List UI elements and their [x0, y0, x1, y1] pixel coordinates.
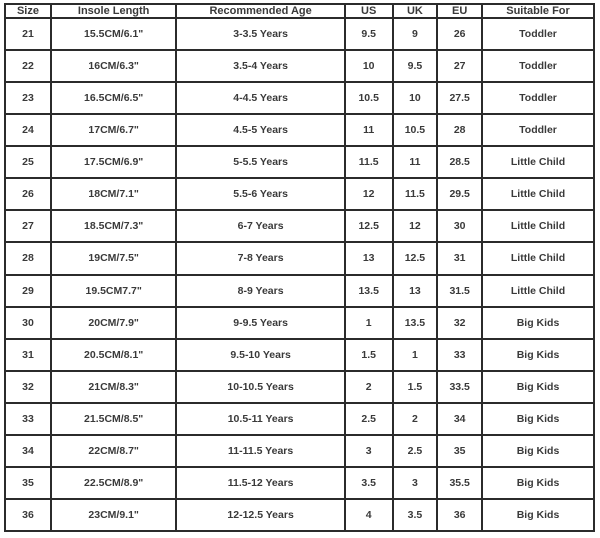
- cell-insole-length: 16CM/6.3": [51, 50, 176, 82]
- table-row: [5, 146, 594, 178]
- column-header-size: Size: [5, 4, 51, 18]
- cell-suitable-for: Big Kids: [482, 499, 594, 531]
- cell-eu: 28: [437, 114, 482, 146]
- cell-insole-length: 22CM/8.7": [51, 435, 176, 467]
- cell-us: 10: [345, 50, 393, 82]
- table-row: [5, 18, 594, 50]
- cell-suitable-for: Big Kids: [482, 435, 594, 467]
- cell-eu: 26: [437, 18, 482, 50]
- cell-us: 11.5: [345, 146, 393, 178]
- cell-recommended-age: 9.5-10 Years: [176, 339, 344, 371]
- cell-suitable-for: Big Kids: [482, 403, 594, 435]
- table-row: [5, 82, 594, 114]
- cell-size: 29: [5, 275, 51, 307]
- cell-us: 3.5: [345, 467, 393, 499]
- table-body: [5, 18, 594, 531]
- cell-size: 21: [5, 18, 51, 50]
- table-row: [5, 50, 594, 82]
- cell-eu: 32: [437, 307, 482, 339]
- cell-uk: 2.5: [393, 435, 438, 467]
- cell-size: 35: [5, 467, 51, 499]
- cell-insole-length: 17CM/6.7": [51, 114, 176, 146]
- cell-insole-length: 19.5CM7.7": [51, 275, 176, 307]
- table-row: [5, 435, 594, 467]
- cell-recommended-age: 8-9 Years: [176, 275, 344, 307]
- cell-suitable-for: Big Kids: [482, 307, 594, 339]
- cell-size: 22: [5, 50, 51, 82]
- cell-suitable-for: Toddler: [482, 50, 594, 82]
- cell-recommended-age: 3-3.5 Years: [176, 18, 344, 50]
- cell-size: 34: [5, 435, 51, 467]
- cell-eu: 31.5: [437, 275, 482, 307]
- cell-eu: 34: [437, 403, 482, 435]
- cell-insole-length: 20CM/7.9": [51, 307, 176, 339]
- cell-insole-length: 19CM/7.5": [51, 242, 176, 274]
- cell-recommended-age: 5-5.5 Years: [176, 146, 344, 178]
- cell-us: 2.5: [345, 403, 393, 435]
- column-header-insole-length: Insole Length: [51, 4, 176, 18]
- table-row: [5, 339, 594, 371]
- cell-insole-length: 21CM/8.3": [51, 371, 176, 403]
- cell-insole-length: 20.5CM/8.1": [51, 339, 176, 371]
- cell-suitable-for: Big Kids: [482, 371, 594, 403]
- cell-eu: 33: [437, 339, 482, 371]
- column-header-us: US: [345, 4, 393, 18]
- cell-suitable-for: Big Kids: [482, 339, 594, 371]
- cell-recommended-age: 5.5-6 Years: [176, 178, 344, 210]
- cell-uk: 10: [393, 82, 438, 114]
- table-row: [5, 403, 594, 435]
- cell-uk: 11.5: [393, 178, 438, 210]
- cell-us: 1.5: [345, 339, 393, 371]
- cell-size: 23: [5, 82, 51, 114]
- cell-insole-length: 18CM/7.1": [51, 178, 176, 210]
- cell-size: 36: [5, 499, 51, 531]
- column-header-suitable-for: Suitable For: [482, 4, 594, 18]
- cell-eu: 29.5: [437, 178, 482, 210]
- cell-uk: 13: [393, 275, 438, 307]
- cell-uk: 3.5: [393, 499, 438, 531]
- table-row: [5, 114, 594, 146]
- cell-size: 31: [5, 339, 51, 371]
- cell-recommended-age: 3.5-4 Years: [176, 50, 344, 82]
- cell-recommended-age: 12-12.5 Years: [176, 499, 344, 531]
- cell-insole-length: 23CM/9.1": [51, 499, 176, 531]
- cell-suitable-for: Little Child: [482, 275, 594, 307]
- table-row: [5, 307, 594, 339]
- cell-size: 32: [5, 371, 51, 403]
- cell-us: 1: [345, 307, 393, 339]
- cell-uk: 10.5: [393, 114, 438, 146]
- cell-size: 25: [5, 146, 51, 178]
- header-row: [5, 4, 594, 18]
- cell-eu: 27: [437, 50, 482, 82]
- cell-us: 11: [345, 114, 393, 146]
- table-row: [5, 242, 594, 274]
- cell-uk: 9: [393, 18, 438, 50]
- table-row: [5, 499, 594, 531]
- cell-eu: 35.5: [437, 467, 482, 499]
- table-row: [5, 467, 594, 499]
- cell-insole-length: 15.5CM/6.1": [51, 18, 176, 50]
- table-row: [5, 210, 594, 242]
- cell-uk: 12.5: [393, 242, 438, 274]
- cell-eu: 31: [437, 242, 482, 274]
- cell-eu: 27.5: [437, 82, 482, 114]
- cell-eu: 35: [437, 435, 482, 467]
- cell-eu: 36: [437, 499, 482, 531]
- cell-size: 28: [5, 242, 51, 274]
- cell-size: 33: [5, 403, 51, 435]
- cell-insole-length: 18.5CM/7.3": [51, 210, 176, 242]
- cell-recommended-age: 4-4.5 Years: [176, 82, 344, 114]
- cell-eu: 28.5: [437, 146, 482, 178]
- cell-insole-length: 21.5CM/8.5": [51, 403, 176, 435]
- size-chart-table: [4, 3, 595, 532]
- cell-suitable-for: Little Child: [482, 178, 594, 210]
- cell-uk: 3: [393, 467, 438, 499]
- cell-suitable-for: Toddler: [482, 82, 594, 114]
- cell-eu: 33.5: [437, 371, 482, 403]
- cell-us: 12: [345, 178, 393, 210]
- table-row: [5, 275, 594, 307]
- cell-insole-length: 16.5CM/6.5": [51, 82, 176, 114]
- cell-size: 27: [5, 210, 51, 242]
- cell-eu: 30: [437, 210, 482, 242]
- cell-uk: 11: [393, 146, 438, 178]
- cell-suitable-for: Little Child: [482, 242, 594, 274]
- cell-suitable-for: Big Kids: [482, 467, 594, 499]
- table-row: [5, 178, 594, 210]
- cell-suitable-for: Little Child: [482, 146, 594, 178]
- cell-us: 2: [345, 371, 393, 403]
- cell-us: 9.5: [345, 18, 393, 50]
- cell-recommended-age: 9-9.5 Years: [176, 307, 344, 339]
- cell-insole-length: 22.5CM/8.9": [51, 467, 176, 499]
- column-header-recommended-age: Recommended Age: [176, 4, 344, 18]
- cell-us: 13: [345, 242, 393, 274]
- cell-recommended-age: 11-11.5 Years: [176, 435, 344, 467]
- cell-recommended-age: 7-8 Years: [176, 242, 344, 274]
- cell-suitable-for: Toddler: [482, 18, 594, 50]
- cell-uk: 2: [393, 403, 438, 435]
- cell-insole-length: 17.5CM/6.9": [51, 146, 176, 178]
- cell-suitable-for: Toddler: [482, 114, 594, 146]
- cell-uk: 12: [393, 210, 438, 242]
- column-header-eu: EU: [437, 4, 482, 18]
- cell-recommended-age: 4.5-5 Years: [176, 114, 344, 146]
- cell-recommended-age: 10.5-11 Years: [176, 403, 344, 435]
- cell-recommended-age: 11.5-12 Years: [176, 467, 344, 499]
- cell-us: 13.5: [345, 275, 393, 307]
- cell-recommended-age: 6-7 Years: [176, 210, 344, 242]
- cell-recommended-age: 10-10.5 Years: [176, 371, 344, 403]
- cell-uk: 13.5: [393, 307, 438, 339]
- cell-size: 24: [5, 114, 51, 146]
- cell-us: 12.5: [345, 210, 393, 242]
- cell-us: 4: [345, 499, 393, 531]
- cell-uk: 9.5: [393, 50, 438, 82]
- table-row: [5, 371, 594, 403]
- cell-us: 10.5: [345, 82, 393, 114]
- column-header-uk: UK: [393, 4, 438, 18]
- cell-uk: 1: [393, 339, 438, 371]
- cell-us: 3: [345, 435, 393, 467]
- cell-size: 30: [5, 307, 51, 339]
- cell-size: 26: [5, 178, 51, 210]
- cell-uk: 1.5: [393, 371, 438, 403]
- cell-suitable-for: Little Child: [482, 210, 594, 242]
